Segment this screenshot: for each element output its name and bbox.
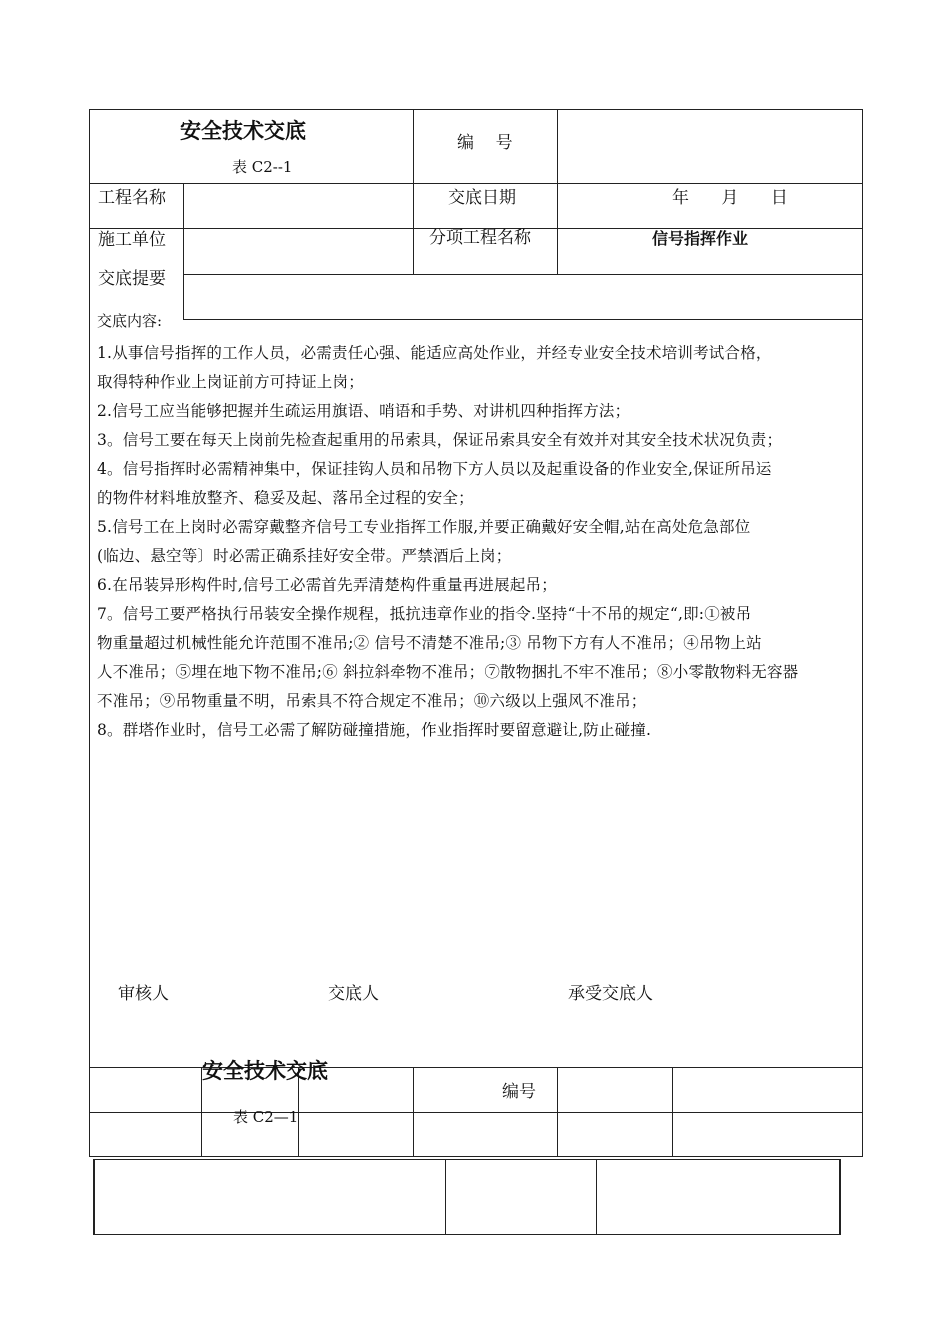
lower-box-top (93, 1159, 841, 1160)
table-right-border (862, 109, 863, 1156)
lower-box-bottom (93, 1234, 841, 1235)
content-label: 交底内容: (97, 312, 163, 330)
number-label: 编 号 (457, 133, 513, 153)
lower-box-left (93, 1159, 95, 1235)
project-name-label: 工程名称 (98, 188, 166, 208)
form-code: 表 C2--1 (232, 158, 293, 176)
receiver-label: 承受交底人 (568, 984, 653, 1004)
lower-box-right (839, 1159, 841, 1235)
content-line: 7。信号工要严格执行吊装安全操作规程，抵抗违章作业的指令.坚持“十不吊的规定“,即:①被吊 (97, 605, 752, 623)
lower-box-col-1 (445, 1159, 446, 1235)
row-divider-4 (183, 319, 863, 320)
reviewer-label: 审核人 (118, 984, 169, 1004)
content-line: 人不准吊；⑤埋在地下物不准吊;⑥ 斜拉斜牵物不准吊；⑦散物捆扎不牢不准吊；⑧小零散物料无容器 (97, 663, 799, 681)
sub-project-label: 分项工程名称 (429, 228, 531, 248)
footer-row-divider (89, 1112, 863, 1113)
discloser-label: 交底人 (328, 984, 379, 1004)
footer-number-label: 编号 (502, 1082, 536, 1102)
page-title: 安全技术交底 (180, 119, 306, 143)
summary-label: 交底提要 (98, 269, 166, 289)
date-label: 交底日期 (448, 188, 516, 208)
content-line: 4。信号指挥时必需精神集中，保证挂钩人员和吊物下方人员以及起重设备的作业安全,保证所吊运 (97, 460, 772, 478)
sub-project-value: 信号指挥作业 (652, 229, 749, 248)
footer-col-4 (557, 1067, 558, 1157)
footer-col-5 (672, 1067, 673, 1157)
content-line: 1.从事信号指挥的工作人员，必需责任心强、能适应高处作业，并经专业安全技术培训考试合格， (97, 344, 772, 362)
footer-bottom-border (89, 1156, 863, 1157)
disclosure-content (97, 339, 861, 745)
content-line: 2.信号工应当能够把握并生疏运用旗语、哨语和手势、对讲机四种指挥方法； (97, 402, 631, 420)
date-value: 年 月 日 (672, 188, 788, 208)
content-line: 的物件材料堆放整齐、稳妥及起、落吊全过程的安全； (97, 489, 474, 507)
lower-box-col-2 (596, 1159, 597, 1235)
row-divider-1 (89, 183, 863, 184)
footer-form-code: 表 C2—1 (233, 1108, 299, 1126)
unit-label: 施工单位 (98, 230, 166, 250)
content-line: 3。信号工要在每天上岗前先检查起重用的吊索具，保证吊索具安全有效并对其安全技术状况负责； (97, 431, 783, 449)
footer-title: 安全技术交底 (202, 1059, 328, 1083)
content-line: 8。群塔作业时，信号工必需了解防碰撞措施，作业指挥时要留意避让,防止碰撞. (97, 721, 652, 739)
content-line: 物重量超过机械性能允许范围不准吊;② 信号不清楚不准吊;③ 吊物下方有人不准吊；④吊物上站 (97, 634, 762, 652)
content-line: 不准吊；⑨吊物重量不明，吊索具不符合规定不准吊；⑩六级以上强风不准吊； (97, 692, 647, 710)
table-top-border (89, 109, 863, 110)
content-line: 5.信号工在上岗时必需穿戴整齐信号工专业指挥工作服,并要正确戴好安全帽,站在高处危急部位 (97, 518, 751, 536)
col-divider-right (557, 109, 558, 274)
table-left-border (89, 109, 90, 1156)
col-divider-mid (413, 109, 414, 274)
content-line: 6.在吊装异形构件时,信号工必需首先弄清楚构件重量再进展起吊； (97, 576, 557, 594)
content-line: 取得特种作业上岗证前方可持证上岗； (97, 373, 364, 391)
row-divider-3 (183, 274, 863, 275)
content-line: (临边、悬空等〕时必需正确系挂好安全带。严禁酒后上岗； (97, 547, 512, 565)
footer-col-3 (413, 1067, 414, 1157)
col-divider-label (183, 183, 184, 319)
